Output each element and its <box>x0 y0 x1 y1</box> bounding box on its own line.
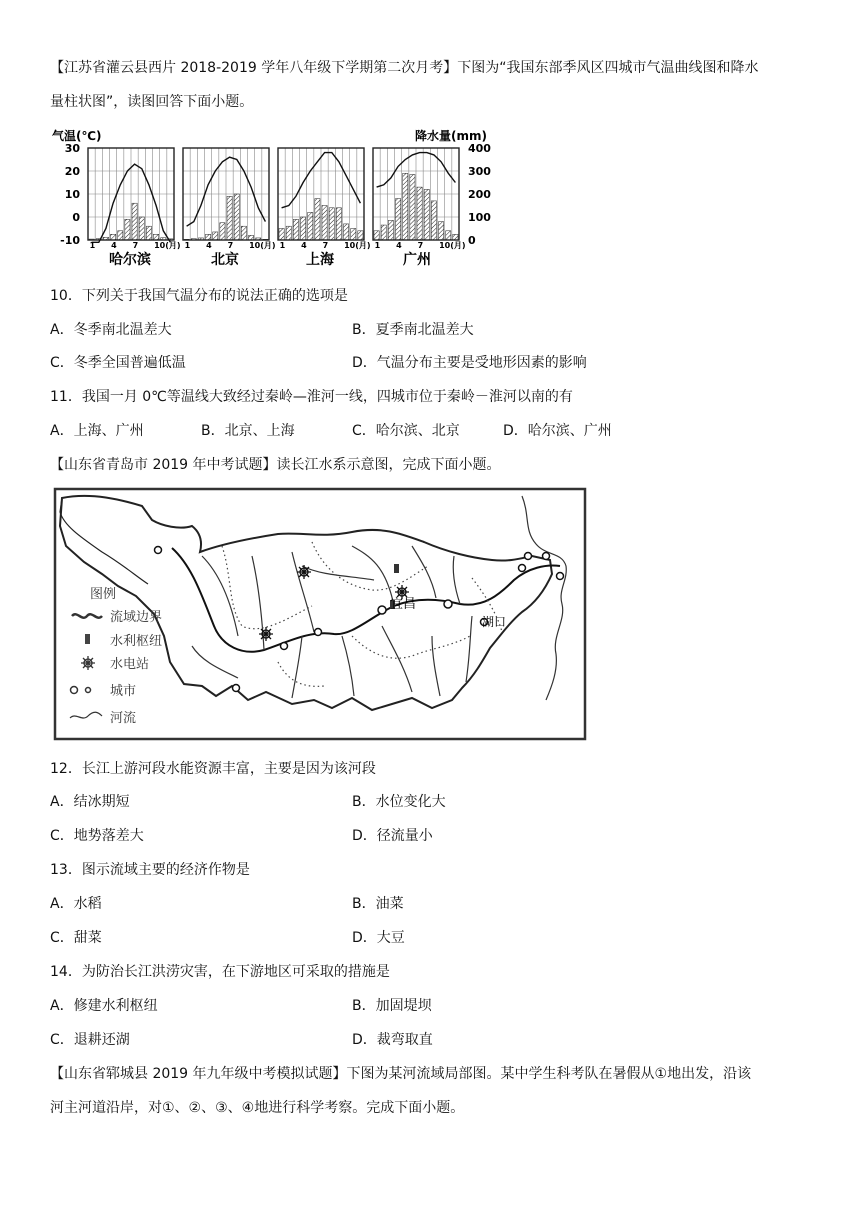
question-12-stem: 12．长江上游河段水能资源丰富，主要是因为该河段 <box>50 761 376 777</box>
precip-bar <box>322 206 327 241</box>
question-14-option-d[interactable]: D．裁弯取直 <box>352 1032 433 1048</box>
precip-bar <box>249 235 254 240</box>
legend-city-icon <box>86 688 91 693</box>
question-10-option-a[interactable]: A．冬季南北温差大 <box>50 322 172 338</box>
yangtze-river-map <box>52 486 588 742</box>
temp-tick: 10 <box>64 188 80 201</box>
question-12-option-d[interactable]: D．径流量小 <box>352 828 433 844</box>
question-12-option-a[interactable]: A．结冰期短 <box>50 794 130 810</box>
precip-bar <box>154 234 159 240</box>
month-tick: 10(月) <box>439 241 466 250</box>
legend-hub-label: 水利枢纽 <box>110 634 163 649</box>
month-tick: 1 <box>279 241 286 250</box>
question-13-stem: 13．图示流域主要的经济作物是 <box>50 862 250 878</box>
month-tick: 4 <box>396 241 402 250</box>
precip-bar <box>161 238 166 240</box>
question-14-option-a[interactable]: A．修建水利枢纽 <box>50 998 158 1014</box>
precip-bar <box>146 226 151 240</box>
precip-bar <box>439 222 444 240</box>
question-14-stem: 14．为防治长江洪涝灾害，在下游地区可采取的措施是 <box>50 964 390 980</box>
climate-panel <box>373 148 466 250</box>
question-12-option-b[interactable]: B．水位变化大 <box>352 794 446 810</box>
precip-bar <box>118 231 123 240</box>
hydraulic-hub-icon <box>394 564 399 573</box>
question-11-option-b[interactable]: B．北京、上海 <box>201 423 295 439</box>
month-tick: 10(月) <box>344 241 371 250</box>
precip-bar <box>424 189 429 240</box>
question-13-option-b[interactable]: B．油菜 <box>352 896 404 912</box>
month-tick: 7 <box>132 241 139 250</box>
question-13-option-a[interactable]: A．水稻 <box>50 896 102 912</box>
question-12-option-c[interactable]: C．地势落差大 <box>50 828 144 844</box>
precip-bar <box>279 229 284 241</box>
precip-bar <box>329 208 334 240</box>
temp-tick: 0 <box>72 211 80 224</box>
question-11-option-c[interactable]: C．哈尔滨、北京 <box>352 423 460 439</box>
legend-city-label: 城市 <box>110 684 137 699</box>
legend-hub-icon <box>85 634 90 644</box>
month-tick: 4 <box>206 241 212 250</box>
city-marker <box>233 685 240 692</box>
question-10-option-d[interactable]: D．气温分布主要是受地形因素的影响 <box>352 355 587 371</box>
legend-title: 图例 <box>90 587 117 602</box>
precip-bar <box>293 219 298 240</box>
legend-hydro-label: 水电站 <box>110 657 150 672</box>
precip-bar <box>286 226 291 240</box>
precip-tick: 100 <box>468 211 491 224</box>
temp-tick: 20 <box>64 165 80 178</box>
precip-bar <box>139 217 144 240</box>
month-tick: 7 <box>227 241 234 250</box>
month-tick: 1 <box>89 241 96 250</box>
city-marker <box>557 573 564 580</box>
legend-hydro-icon <box>81 656 95 670</box>
precip-bar <box>241 226 246 240</box>
precip-bar <box>315 199 320 240</box>
precip-bar <box>220 223 225 240</box>
question-13-option-d[interactable]: D．大豆 <box>352 930 405 946</box>
precip-tick: 300 <box>468 165 491 178</box>
precip-tick: 0 <box>468 234 476 247</box>
precip-bar <box>301 217 306 240</box>
month-tick: 4 <box>111 241 117 250</box>
precip-bar <box>125 219 130 240</box>
month-tick: 1 <box>374 241 381 250</box>
question-11-stem: 11．我国一月 0℃等温线大致经过秦岭—淮河一线，四城市位于秦岭－淮河以南的有 <box>50 389 573 405</box>
section-intro-3-cont: 河主河道沿岸，对①、②、③、④地进行科学考察。完成下面小题。 <box>50 1100 465 1116</box>
precip-bar <box>453 234 458 240</box>
precip-bar <box>132 203 137 240</box>
city-marker <box>315 629 322 636</box>
question-13-option-c[interactable]: C．甜菜 <box>50 930 102 946</box>
question-14-option-c[interactable]: C．退耕还湖 <box>50 1032 130 1048</box>
precip-bar <box>256 238 261 240</box>
precip-bar <box>358 231 363 240</box>
city-label-hukou: 湖口 <box>482 615 507 629</box>
legend-river-label: 河流 <box>110 711 137 726</box>
precip-bar <box>410 174 415 240</box>
question-10-stem: 10．下列关于我国气温分布的说法正确的选项是 <box>50 288 348 304</box>
section-intro-3: 【山东省郓城县 2019 年九年级中考模拟试题】下图为某河流域局部图。某中学生科考队在暑假从①地出发，沿该 <box>50 1066 752 1082</box>
month-tick: 10(月) <box>154 241 181 250</box>
city-marker <box>525 553 532 560</box>
precip-tick: 400 <box>468 142 491 155</box>
precip-bar <box>227 196 232 240</box>
precip-bar <box>446 231 451 240</box>
precip-bar <box>431 201 436 240</box>
city-marker <box>281 643 288 650</box>
precip-bar <box>396 199 401 240</box>
precip-bar <box>351 229 356 241</box>
month-tick: 1 <box>184 241 191 250</box>
precip-bar <box>263 239 268 240</box>
precip-bar <box>336 208 341 240</box>
temp-tick: 30 <box>64 142 80 155</box>
question-14-option-b[interactable]: B．加固堤坝 <box>352 998 432 1014</box>
legend-boundary-label: 流域边界 <box>110 610 163 625</box>
question-10-option-b[interactable]: B．夏季南北温差大 <box>352 322 474 338</box>
legend-city-icon <box>71 687 78 694</box>
precip-axis-title: 降水量(mm) <box>415 129 487 143</box>
hydropower-station-icon <box>297 565 311 579</box>
question-11-option-d[interactable]: D．哈尔滨、广州 <box>503 423 612 439</box>
precip-bar <box>308 212 313 240</box>
precip-bar <box>374 231 379 240</box>
precip-bar <box>213 232 218 240</box>
section-intro-1-cont: 量柱状图”，读图回答下面小题。 <box>50 94 254 110</box>
precip-bar <box>388 220 393 240</box>
precip-bar <box>89 239 94 240</box>
precip-bar <box>403 173 408 240</box>
climate-panel <box>278 148 371 250</box>
climate-panel <box>183 148 276 250</box>
precip-bar <box>198 238 203 240</box>
climate-chart <box>50 126 520 268</box>
precip-bar <box>184 239 189 240</box>
city-marker <box>444 600 452 608</box>
precip-bar <box>191 239 196 240</box>
precip-tick: 200 <box>468 188 491 201</box>
question-11-option-a[interactable]: A．上海、广州 <box>50 423 144 439</box>
city-label-harbin: 哈尔滨 <box>109 252 151 268</box>
precip-bar <box>344 224 349 240</box>
section-intro-2: 【山东省青岛市 2019 年中考试题】读长江水系示意图，完成下面小题。 <box>50 457 501 473</box>
precip-bar <box>206 234 211 240</box>
precip-bar <box>234 194 239 240</box>
temp-axis-title: 气温(℃) <box>52 129 102 143</box>
climate-panel <box>88 148 181 250</box>
city-marker <box>378 606 386 614</box>
month-tick: 4 <box>301 241 307 250</box>
month-tick: 10(月) <box>249 241 276 250</box>
city-label-beijing: 北京 <box>211 252 239 268</box>
precip-bar <box>417 187 422 240</box>
month-tick: 7 <box>322 241 329 250</box>
city-label-shanghai: 上海 <box>306 252 334 268</box>
precip-bar <box>111 234 116 240</box>
temp-tick: -10 <box>60 234 80 247</box>
hydropower-station-icon <box>259 627 273 641</box>
city-marker <box>519 565 526 572</box>
question-10-option-c[interactable]: C．冬季全国普遍低温 <box>50 355 186 371</box>
city-label-guangzhou: 广州 <box>403 252 431 268</box>
city-marker <box>155 547 162 554</box>
precip-bar <box>381 225 386 240</box>
month-tick: 7 <box>417 241 424 250</box>
city-label-yichang: 宜昌 <box>390 597 417 612</box>
section-intro-1: 【江苏省灌云县西片 2018-2019 学年八年级下学期第二次月考】下图为“我国东部季风区四城市气温曲线图和降水 <box>50 60 759 76</box>
precip-bar <box>103 237 108 240</box>
city-marker <box>543 553 550 560</box>
